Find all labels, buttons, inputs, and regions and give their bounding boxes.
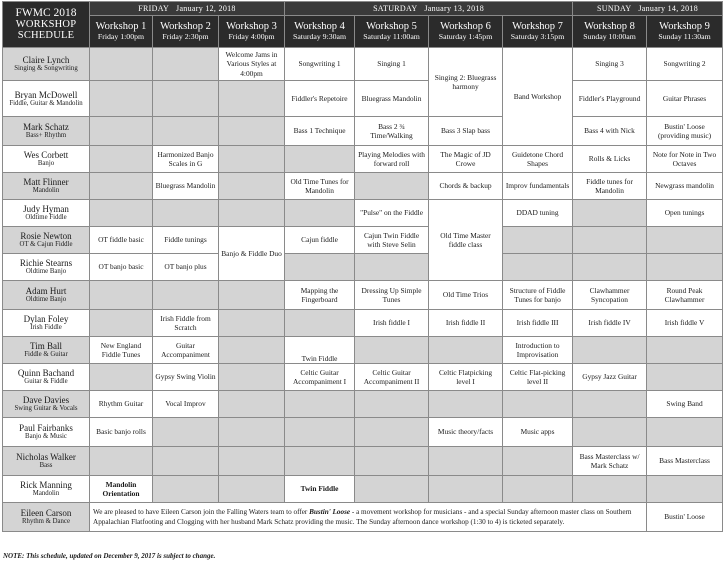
workshop-time: Friday 1:00pm [97,31,145,41]
empty-slot [153,476,219,503]
empty-slot [573,254,647,281]
session-cell: Note for Note in Two Octaves [647,146,723,173]
instructor-role: Oldtime Banjo [25,296,67,303]
session-cell: Mapping the Fingerboard [285,281,355,310]
notice-text: We are pleased to have Eileen Carson join the Falling Waters team to offer [93,508,310,516]
session-cell: Bass Masterclass [647,447,723,476]
workshop-header [90,16,153,48]
session-cell: Banjo & Fiddle Duo [219,227,285,281]
workshop-header [355,16,429,48]
session-cell: Clawhammer Syncopation [573,281,647,310]
empty-slot [429,337,503,364]
session-cell: Introduction to Improvisation [503,337,573,364]
instructor-name: Dylan Foley [23,314,69,324]
empty-slot [647,364,723,391]
session-cell: Bustin' Loose (providing music) [647,117,723,146]
eileen-carson-notice [90,503,647,532]
instructor-cell [3,117,90,146]
session-cell: Bass 1 Technique [285,117,355,146]
day-date: January 13, 2018 [424,3,484,13]
workshop-header [647,16,723,48]
session-cell: Gypsy Jazz Guitar [573,364,647,391]
workshop-header [429,16,503,48]
workshop-time: Saturday 3:15pm [510,31,565,41]
footer-note: NOTE: This schedule, updated on December 9, 2017 is subject to change. [3,552,216,560]
instructor-name: Dave Davies [22,395,70,405]
session-cell: Harmonized Banjo Scales in G [153,146,219,173]
instructor-name: Paul Fairbanks [19,423,73,433]
empty-slot [647,418,723,447]
session-cell: Old Time Tunes for Mandolin [285,173,355,200]
session-cell: Bustin' Loose [647,503,723,532]
session-cell: OT banjo basic [90,254,153,281]
empty-slot [573,391,647,418]
empty-slot [90,48,153,81]
workshop-title: Workshop 9 [659,20,710,32]
instructor-role: Singing & Songwriting [14,65,78,72]
workshop-header [219,16,285,48]
empty-slot [219,447,285,476]
session-cell: Structure of Fiddle Tunes for banjo [503,281,573,310]
empty-slot [503,476,573,503]
empty-slot [219,337,285,364]
empty-slot [429,447,503,476]
session-cell: Fiddler's Repetoire [285,81,355,117]
instructor-name: Quinn Bachand [17,368,75,378]
workshop-time: Sunday 10:00am [583,31,636,41]
instructor-cell [3,81,90,117]
empty-slot [647,254,723,281]
session-cell: Twin Fiddle [285,337,355,364]
session-cell: Singing 1 [355,48,429,81]
session-cell: Twin Fiddle [285,476,355,503]
empty-slot [573,227,647,254]
instructor-cell [3,200,90,227]
session-cell: Gypsy Swing Violin [153,364,219,391]
schedule-title [3,2,90,48]
instructor-role: Oldtime Fiddle [25,214,67,221]
instructor-name: Rosie Newton [20,231,72,241]
empty-slot [355,337,429,364]
schedule-title-sub: WORKSHOP SCHEDULE [15,19,77,41]
instructor-role: Swing Guitar & Vocals [14,405,78,412]
session-cell: Irish Fiddle from Scratch [153,310,219,337]
session-cell: Fiddle tunes for Mandolin [573,173,647,200]
workshop-header [153,16,219,48]
empty-slot [90,117,153,146]
session-cell: Bass Masterclass w/ Mark Schatz [573,447,647,476]
session-cell: Improv fundamentals [503,173,573,200]
session-cell: Dressing Up Simple Tunes [355,281,429,310]
empty-slot [219,200,285,227]
session-cell: Swing Band [647,391,723,418]
day-label: SUNDAY [597,3,632,13]
session-cell: Mandolin Orientation [90,476,153,503]
session-cell: Singing 2: Bluegrass harmony [429,48,503,117]
instructor-role: Guitar & Fiddle [24,378,68,385]
empty-slot [153,418,219,447]
session-cell: "Pulse" on the Fiddle [355,200,429,227]
empty-slot [153,117,219,146]
empty-slot [219,281,285,310]
day-friday [90,2,285,16]
session-cell: Celtic Guitar Accompaniment II [355,364,429,391]
empty-slot [503,227,573,254]
workshop-time: Friday 2:30pm [162,31,209,41]
instructor-cell [3,227,90,254]
session-cell: OT fiddle basic [90,227,153,254]
session-cell: Open tunings [647,200,723,227]
instructor-cell [3,173,90,200]
instructor-role: Bass [39,462,53,469]
workshop-header [503,16,573,48]
session-cell: Irish fiddle I [355,310,429,337]
day-saturday [285,2,573,16]
empty-slot [219,81,285,117]
empty-slot [285,418,355,447]
session-cell: Basic banjo rolls [90,418,153,447]
empty-slot [90,81,153,117]
instructor-cell [3,391,90,418]
workshop-time: Saturday 1:45pm [438,31,493,41]
session-cell: Music apps [503,418,573,447]
empty-slot [90,364,153,391]
workshop-title: Workshop 8 [584,20,635,32]
session-cell: OT banjo plus [153,254,219,281]
empty-slot [219,173,285,200]
workshop-title: Workshop 6 [440,20,491,32]
workshop-schedule-table [2,1,723,532]
instructor-role: Fiddle & Guitar [24,351,68,358]
session-cell: Welcome Jams in Various Styles at 4:00pm [219,48,285,81]
instructor-name: Claire Lynch [22,55,70,65]
session-cell: Round Peak Clawhammer [647,281,723,310]
empty-slot [219,310,285,337]
empty-slot [355,476,429,503]
session-cell: Irish fiddle II [429,310,503,337]
session-cell: Songwriting 2 [647,48,723,81]
session-cell: Fiddler's Playground [573,81,647,117]
session-cell: Fiddle tunings [153,227,219,254]
session-cell: Cajun fiddle [285,227,355,254]
workshop-title: Workshop 2 [160,20,211,32]
empty-slot [219,476,285,503]
session-cell: Bass 4 with Nick [573,117,647,146]
empty-slot [285,146,355,173]
workshop-title: Workshop 1 [95,20,147,32]
session-cell: Celtic Guitar Accompaniment I [285,364,355,391]
empty-slot [219,146,285,173]
empty-slot [285,254,355,281]
empty-slot [219,391,285,418]
day-sunday [573,2,723,16]
session-cell: Old Time Master fiddle class [429,200,503,281]
instructor-role: Fiddle, Guitar & Mandolin [9,99,83,107]
session-cell: Guitar Accompaniment [153,337,219,364]
day-label: FRIDAY [138,3,170,13]
empty-slot [219,364,285,391]
empty-slot [153,447,219,476]
instructor-cell [3,146,90,173]
empty-slot [355,447,429,476]
workshop-title: Workshop 3 [226,20,277,32]
empty-slot [285,310,355,337]
workshop-title: Workshop 5 [366,20,417,32]
empty-slot [647,337,723,364]
instructor-cell [3,310,90,337]
session-cell: Rolls & Licks [573,146,647,173]
workshop-time: Saturday 11:00am [363,31,420,41]
session-cell: Guidetone Chord Shapes [503,146,573,173]
workshop-time: Friday 4:00pm [228,31,275,41]
session-cell: Rhythm Guitar [90,391,153,418]
session-cell: Singing 3 [573,48,647,81]
session-cell: Songwriting 1 [285,48,355,81]
empty-slot [285,200,355,227]
session-cell: Irish fiddle V [647,310,723,337]
instructor-name: Judy Hyman [23,204,69,214]
session-cell: Playing Melodies with forward roll [355,146,429,173]
instructor-cell [3,503,90,532]
session-cell: DDAD tuning [503,200,573,227]
instructor-role: Banjo [37,160,55,167]
session-cell: New England Fiddle Tunes [90,337,153,364]
empty-slot [503,447,573,476]
instructor-role: Bass+ Rhythm [25,132,67,139]
empty-slot [355,391,429,418]
empty-slot [647,476,723,503]
instructor-name: Mark Schatz [23,122,69,132]
instructor-role: Rhythm & Dance [22,518,70,525]
empty-slot [90,447,153,476]
instructor-role: Mandolin [32,490,60,497]
instructor-name: Matt Flinner [23,177,69,187]
empty-slot [573,476,647,503]
session-cell: The Magic of JD Crowe [429,146,503,173]
session-cell: Irish fiddle III [503,310,573,337]
instructor-name: Rick Manning [20,480,72,490]
day-date: January 12, 2018 [176,3,236,13]
instructor-cell [3,364,90,391]
session-cell: Newgrass mandolin [647,173,723,200]
workshop-header [285,16,355,48]
instructor-cell [3,48,90,81]
instructor-name: Adam Hurt [25,286,67,296]
session-cell: Guitar Phrases [647,81,723,117]
empty-slot [153,281,219,310]
empty-slot [153,81,219,117]
instructor-cell [3,254,90,281]
instructor-role: OT & Cajun Fiddle [19,241,73,248]
empty-slot [285,447,355,476]
instructor-cell [3,476,90,503]
instructor-role: Mandolin [32,187,60,194]
empty-slot [90,281,153,310]
workshop-title: Workshop 4 [294,20,345,32]
empty-slot [285,391,355,418]
instructor-cell [3,337,90,364]
empty-slot [355,418,429,447]
session-cell: Celtic Flat-picking level II [503,364,573,391]
empty-slot [573,200,647,227]
session-cell: Old Time Trios [429,281,503,310]
session-cell: Bluegrass Mandolin [355,81,429,117]
session-cell: Bass 3 Slap bass [429,117,503,146]
session-cell: Cajun Twin Fiddle with Steve Selin [355,227,429,254]
empty-slot [573,418,647,447]
session-cell: Bass 2 ¾ Time/Walking [355,117,429,146]
empty-slot [429,476,503,503]
instructor-name: Tim Ball [30,341,62,351]
empty-slot [90,146,153,173]
session-cell: Band Workshop [503,48,573,146]
instructor-cell [3,418,90,447]
empty-slot [503,391,573,418]
empty-slot [90,200,153,227]
session-cell: Chords & backup [429,173,503,200]
empty-slot [573,337,647,364]
instructor-name: Richie Stearns [19,258,73,268]
empty-slot [355,254,429,281]
notice-text: - a movement workshop for musicians - and a special Sunday afternoon master class on Southern Appalachian Flatfooting and Clogging with her husband Mark Schatz providing the music. The Sunday afternoon dance workshop (1:30 to 4) is ticketed separately. [93,508,632,526]
empty-slot [647,227,723,254]
instructor-name: Wes Corbett [23,150,69,160]
day-label: SATURDAY [373,3,418,13]
empty-slot [503,254,573,281]
instructor-name: Nicholas Walker [16,452,76,462]
instructor-role: Oldtime Banjo [25,268,67,275]
session-cell: Vocal Improv [153,391,219,418]
empty-slot [153,48,219,81]
session-cell: Music theory/facts [429,418,503,447]
workshop-title: Workshop 7 [512,20,563,32]
day-date: January 14, 2018 [638,3,699,13]
session-cell: Celtic Flatpicking level I [429,364,503,391]
notice-workshop-name: Bustin' Loose [309,508,351,516]
instructor-cell [3,447,90,476]
empty-slot [90,173,153,200]
empty-slot [90,310,153,337]
session-cell: Bluegrass Mandolin [153,173,219,200]
instructor-cell [3,281,90,310]
empty-slot [219,418,285,447]
session-cell: Irish fiddle IV [573,310,647,337]
workshop-time: Saturday 9:30am [293,31,347,41]
workshop-header [573,16,647,48]
instructor-name: Bryan McDowell [14,89,78,100]
empty-slot [429,391,503,418]
instructor-role: Banjo & Music [25,433,67,440]
empty-slot [219,117,285,146]
empty-slot [355,173,429,200]
instructor-name: Eileen Carson [20,508,72,518]
schedule-title-main: FWMC 2018 [15,7,77,19]
empty-slot [153,200,219,227]
instructor-role: Irish Fiddle [30,324,62,331]
workshop-time: Sunday 11:30am [658,31,711,41]
